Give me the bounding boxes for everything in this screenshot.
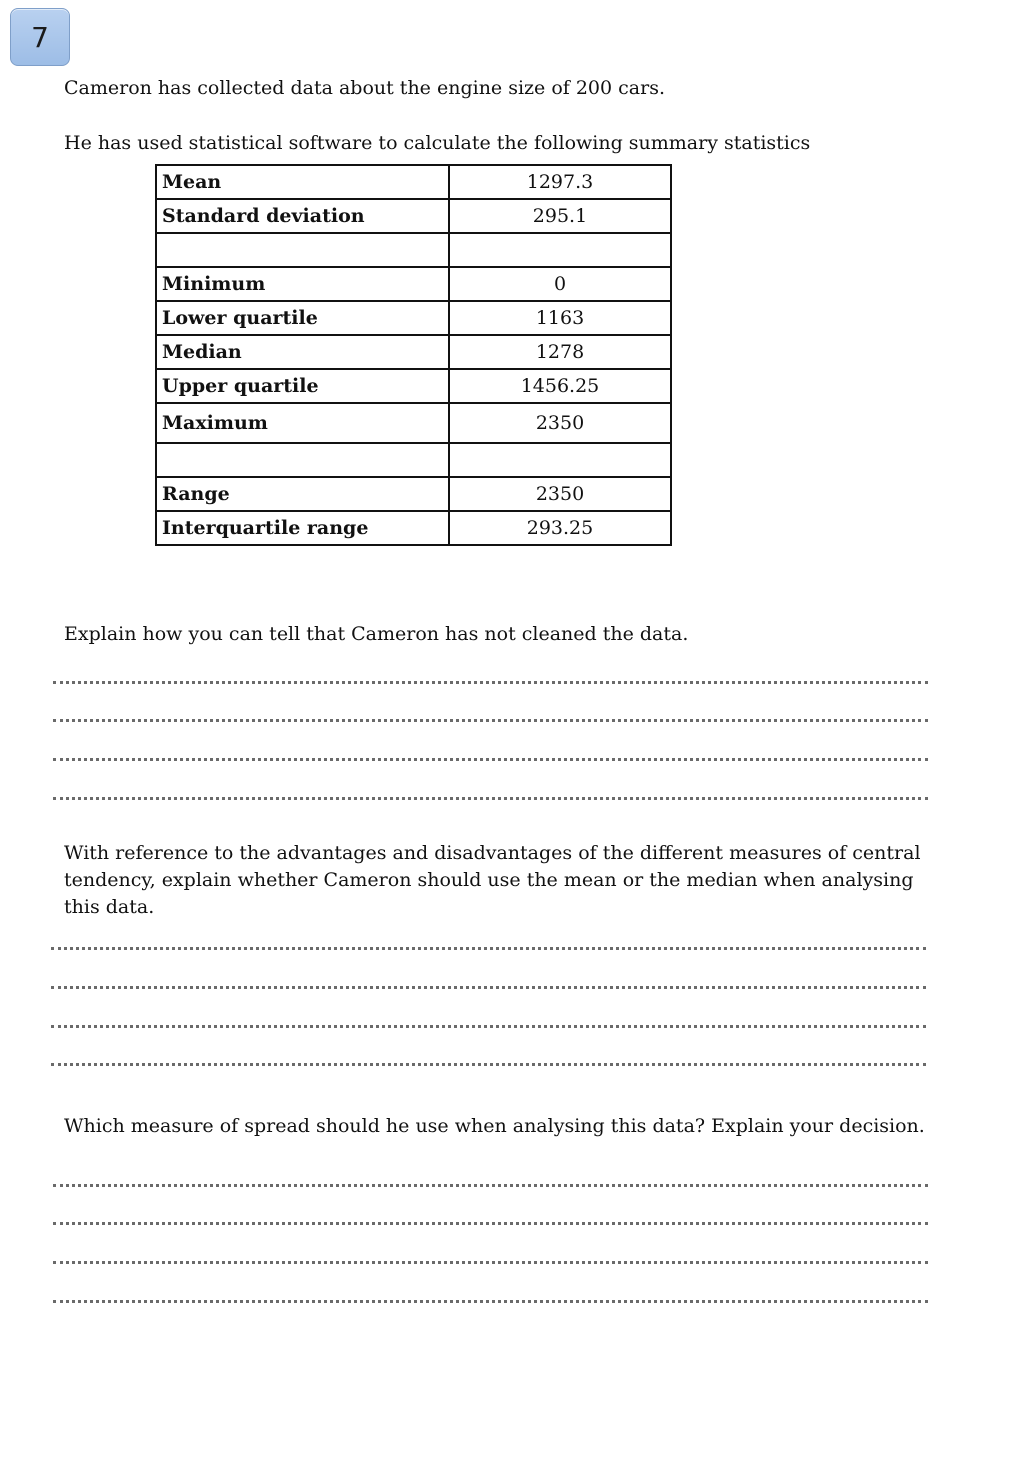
table-row bbox=[156, 335, 671, 369]
summary-statistics-table bbox=[155, 164, 672, 546]
question-part-1: Explain how you can tell that Cameron has not cleaned the data. bbox=[64, 623, 689, 645]
answer-line[interactable] bbox=[53, 758, 928, 761]
row-value: 1278 bbox=[449, 335, 671, 369]
table-row bbox=[156, 403, 671, 443]
table-row bbox=[156, 165, 671, 199]
row-value: 1456.25 bbox=[449, 369, 671, 403]
answer-line[interactable] bbox=[53, 681, 928, 684]
question-number-badge: 7 bbox=[10, 8, 70, 66]
answer-line[interactable] bbox=[51, 947, 926, 950]
row-value: 293.25 bbox=[449, 511, 671, 545]
row-label: Mean bbox=[156, 165, 449, 199]
answer-line[interactable] bbox=[53, 1300, 928, 1303]
answer-line[interactable] bbox=[53, 1184, 928, 1187]
row-value: 1297.3 bbox=[449, 165, 671, 199]
row-label: Minimum bbox=[156, 267, 449, 301]
row-value: 2350 bbox=[449, 477, 671, 511]
answer-line[interactable] bbox=[53, 1222, 928, 1225]
answer-line[interactable] bbox=[53, 797, 928, 800]
question-part-3: Which measure of spread should he use when analysing this data? Explain your decision. bbox=[64, 1115, 925, 1137]
intro-line-1: Cameron has collected data about the engine size of 200 cars. bbox=[64, 77, 665, 99]
row-label bbox=[156, 233, 449, 267]
row-label: Range bbox=[156, 477, 449, 511]
answer-line[interactable] bbox=[51, 986, 926, 989]
answer-line[interactable] bbox=[51, 1025, 926, 1028]
row-label: Lower quartile bbox=[156, 301, 449, 335]
table-row bbox=[156, 477, 671, 511]
row-value: 0 bbox=[449, 267, 671, 301]
table-row-blank bbox=[156, 443, 671, 477]
table-row bbox=[156, 199, 671, 233]
row-label: Maximum bbox=[156, 403, 449, 443]
intro-line-2: He has used statistical software to calculate the following summary statistics bbox=[64, 132, 811, 154]
row-value: 1163 bbox=[449, 301, 671, 335]
row-label: Interquartile range bbox=[156, 511, 449, 545]
row-label: Median bbox=[156, 335, 449, 369]
row-value bbox=[449, 233, 671, 267]
answer-line[interactable] bbox=[53, 719, 928, 722]
row-value bbox=[449, 443, 671, 477]
table-row bbox=[156, 301, 671, 335]
row-label: Standard deviation bbox=[156, 199, 449, 233]
table-row-blank bbox=[156, 233, 671, 267]
table-row bbox=[156, 511, 671, 545]
table-row bbox=[156, 369, 671, 403]
answer-line[interactable] bbox=[53, 1261, 928, 1264]
table-row bbox=[156, 267, 671, 301]
row-value: 295.1 bbox=[449, 199, 671, 233]
question-part-2: With reference to the advantages and disadvantages of the different measures of central tendency, explain whether Cameron should use the mean or the median when analysing this data. bbox=[64, 842, 921, 918]
answer-line[interactable] bbox=[51, 1063, 926, 1066]
row-label: Upper quartile bbox=[156, 369, 449, 403]
row-label bbox=[156, 443, 449, 477]
row-value: 2350 bbox=[449, 403, 671, 443]
